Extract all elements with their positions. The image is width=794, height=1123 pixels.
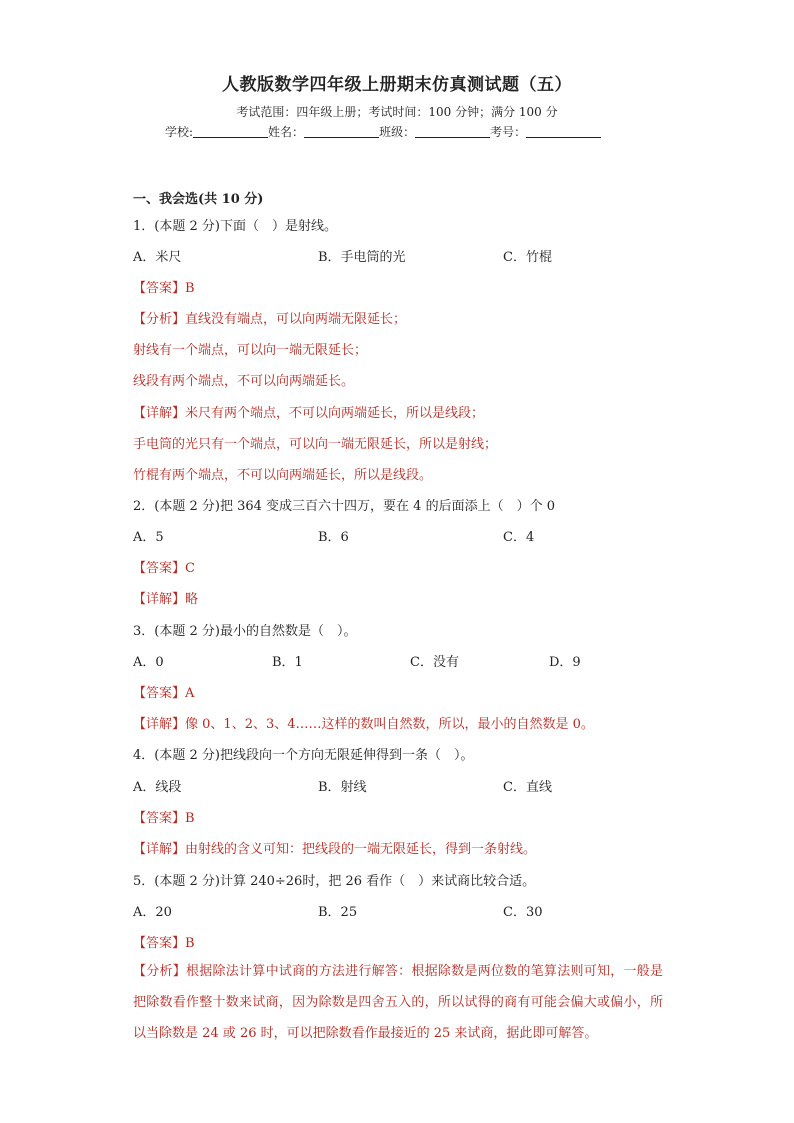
question-2-stem: 2．(本题 2 分)把 364 变成三百六十四万，要在 4 的后面添上（ ）个 0 xyxy=(133,499,555,514)
answer-tag: 【答案】 xyxy=(133,281,186,296)
school-blank xyxy=(193,125,268,138)
q3-answer xyxy=(133,682,194,701)
q1-analysis-2: 射线有一个端点，可以向一端无限延长； xyxy=(133,343,368,358)
exam-info: 考试范围：四年级上册；考试时间：100 分钟；满分 100 分 xyxy=(236,105,558,119)
analysis-text: 直线没有端点，可以向两端无限延长； xyxy=(185,312,407,327)
answer-value: B xyxy=(185,811,195,826)
q3-detail xyxy=(133,713,594,732)
answer-value: C xyxy=(185,561,195,576)
q1-detail-2: 手电筒的光只有一个端点，可以向一端无限延长，所以是射线； xyxy=(133,437,498,452)
q5-option-a: A．20 xyxy=(133,905,172,920)
detail-tag: 【详解】 xyxy=(133,842,186,857)
analysis-tag: 【分析】 xyxy=(133,964,187,979)
number-blank xyxy=(526,125,601,138)
q1-option-a: A．米尺 xyxy=(133,250,182,265)
detail-tag: 【详解】 xyxy=(133,406,186,421)
answer-tag: 【答案】 xyxy=(133,811,186,826)
answer-tag: 【答案】 xyxy=(133,561,186,576)
q5-answer xyxy=(133,932,195,951)
q5-analysis xyxy=(133,956,663,1049)
question-5-stem: 5．(本题 2 分)计算 240÷26时，把 26 看作（ ）来试商比较合适。 xyxy=(133,874,536,889)
q4-option-b: B．射线 xyxy=(318,780,367,795)
q1-detail-3: 竹棍有两个端点，不可以向两端延长，所以是线段。 xyxy=(133,468,433,483)
q4-detail xyxy=(133,838,536,857)
q3-option-b: B．1 xyxy=(272,655,303,670)
page-title: 人教版数学四年级上册期末仿真测试题（五） xyxy=(222,75,572,95)
answer-tag: 【答案】 xyxy=(133,936,186,951)
detail-tag: 【详解】 xyxy=(133,717,186,732)
detail-tag: 【详解】 xyxy=(133,592,186,607)
q4-option-a: A．线段 xyxy=(133,780,182,795)
class-label: 班级： xyxy=(379,125,416,139)
q1-option-c: C．竹棍 xyxy=(503,250,552,265)
answer-value: A xyxy=(185,686,195,701)
q3-option-d: D．9 xyxy=(549,655,581,670)
q1-analysis-1 xyxy=(133,308,406,327)
q2-answer xyxy=(133,557,195,576)
answer-value: B xyxy=(185,281,195,296)
q2-detail xyxy=(133,588,198,607)
q2-option-a: A．5 xyxy=(133,530,164,545)
answer-value: B xyxy=(185,936,195,951)
class-blank xyxy=(415,125,490,138)
answer-tag: 【答案】 xyxy=(133,686,186,701)
q1-answer xyxy=(133,277,195,296)
analysis-text: 根据除法计算中试商的方法进行解答：根据除数是两位数的笔算法则可知，一般是把除数看作整十数来试商，因为除数是四舍五入的，所以试得的商有可能会偏大或偏小，所以当除数是 24 或 26 时，可以把除数看作最接近的 25 来试商，据此即可解答。 xyxy=(133,964,663,1041)
detail-text: 像 0、1、2、3、4……这样的数叫自然数，所以，最小的自然数是 0。 xyxy=(185,717,594,732)
name-label: 姓名： xyxy=(268,125,305,139)
detail-text: 米尺有两个端点，不可以向两端延长，所以是线段； xyxy=(185,406,485,421)
student-info-fields xyxy=(165,123,601,140)
q5-option-c: C．30 xyxy=(503,905,543,920)
name-blank xyxy=(304,125,379,138)
q5-option-b: B．25 xyxy=(318,905,358,920)
q1-detail-1 xyxy=(133,402,484,421)
q1-analysis-3: 线段有两个端点，不可以向两端延长。 xyxy=(133,374,355,389)
q2-option-c: C．4 xyxy=(503,530,535,545)
q3-option-a: A．0 xyxy=(133,655,164,670)
question-1-stem: 1．(本题 2 分)下面（ ）是射线。 xyxy=(133,219,337,234)
q1-option-b: B．手电筒的光 xyxy=(318,250,406,265)
question-3-stem: 3．(本题 2 分)最小的自然数是（ ）。 xyxy=(133,624,357,639)
q3-option-c: C．没有 xyxy=(410,655,459,670)
analysis-tag: 【分析】 xyxy=(133,312,186,327)
question-4-stem: 4．(本题 2 分)把线段向一个方向无限延伸得到一条（ ）。 xyxy=(133,748,474,763)
number-label: 考号： xyxy=(490,125,527,139)
q4-answer xyxy=(133,807,195,826)
section-title: 一、我会选(共 10 分) xyxy=(133,192,264,207)
q2-option-b: B．6 xyxy=(318,530,349,545)
school-label: 学校: xyxy=(165,125,194,139)
detail-text: 略 xyxy=(185,592,199,607)
detail-text: 由射线的含义可知：把线段的一端无限延长，得到一条射线。 xyxy=(185,842,537,857)
q4-option-c: C．直线 xyxy=(503,780,552,795)
